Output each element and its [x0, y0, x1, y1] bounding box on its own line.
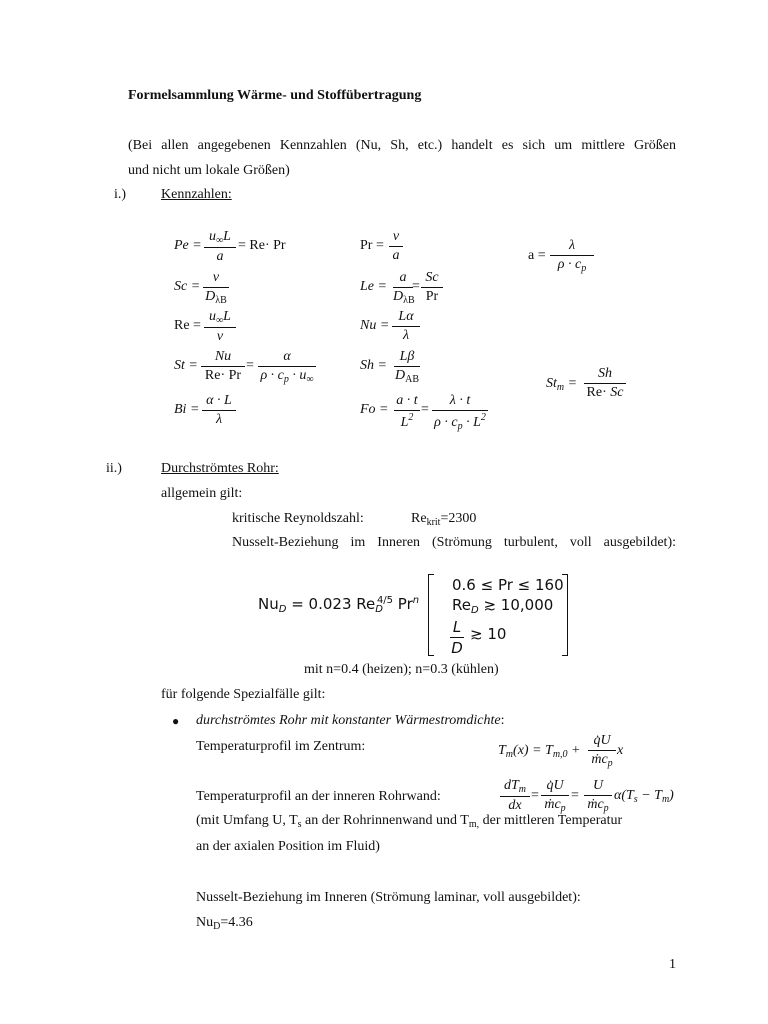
- nu-laminar-value: [196, 916, 253, 932]
- tm-formula-fraction: q̇U ṁc$_p$: [588, 733, 616, 769]
- condition-re: $Re_D$ ≳ 10,000: [452, 596, 554, 616]
- nu-lam-base: Nu: [196, 915, 214, 930]
- temp-zentrum-label: Temperaturprofil im Zentrum:: [196, 739, 366, 754]
- condition-ld-fraction: L D: [451, 618, 463, 657]
- formula-nu-fraction: Lα λ: [392, 309, 420, 344]
- intro-line-2: und nicht um lokale Größen): [128, 163, 290, 178]
- bracket-left: [428, 574, 434, 656]
- dtm-equals-1: =: [531, 788, 539, 803]
- formula-st-fraction-2: α $\rho \cdot c_p \cdot u_\infty$: [258, 349, 316, 385]
- formula-a-fraction: λ $\rho \cdot c_p$: [550, 238, 594, 274]
- formula-sh-fraction: Lβ $D_{AB}$: [394, 349, 420, 385]
- formula-pr-fraction: ν a: [389, 229, 403, 264]
- formula-nu-lhs: Nu =: [360, 318, 390, 333]
- umfang-sub-m: m,: [468, 819, 480, 830]
- formula-pe-rhs: = Re· Pr: [238, 238, 286, 253]
- formula-fo-fraction-1: a · t $L^2$: [394, 393, 420, 431]
- formula-stm-lhs: $St_m$ =: [546, 376, 578, 393]
- nu-lam-sub: D: [213, 921, 221, 932]
- dtm-fraction: $dT_m$ dx: [500, 778, 530, 814]
- formula-le-equals: =: [412, 279, 420, 294]
- formula-pe-lhs: Pe =: [174, 238, 202, 253]
- bullet-item: [196, 714, 505, 728]
- umfang-line-1: [196, 814, 622, 830]
- formula-pe-fraction: $u_\infty L$ a: [204, 229, 236, 265]
- bullet-item-text: durchströmtes Rohr mit konstanter Wärmestromdichte: [196, 713, 501, 728]
- formula-le-fraction-2: Sc Pr: [421, 270, 443, 305]
- dtm-equals-2: =: [571, 788, 579, 803]
- dtm-qu-fraction: q̇U ṁc$_p$: [541, 778, 569, 814]
- formula-re-lhs: Re =: [174, 318, 201, 333]
- intro-line-1: (Bei allen angegebenen Kennzahlen (Nu, Sh, etc.) handelt es sich um mittlere Größen: [128, 138, 676, 153]
- umfang-line-2: an der axialen Position im Fluid): [196, 839, 380, 854]
- tm-formula-lhs: $T_m(x) = T_{m,0}$ +: [498, 743, 581, 760]
- temp-wand-label: Temperaturprofil an der inneren Rohrwand:: [196, 789, 441, 804]
- formula-bi-lhs: Bi =: [174, 402, 200, 417]
- formula-bi-fraction: α · L λ: [202, 393, 236, 428]
- formula-fo-equals: =: [421, 402, 429, 417]
- nu-turbulent-formula: $Nu_D = 0.023$ $Re_D^{4/5}$ Pr$^n$: [258, 595, 420, 615]
- page-title: Formelsammlung Wärme- und Stoffübertragung: [128, 88, 422, 103]
- formula-le-fraction-1: a $D_{\lambda B}$: [393, 270, 415, 306]
- re-krit-base: Re: [411, 511, 427, 526]
- formula-sc-lhs: Sc =: [174, 279, 201, 294]
- formula-st-equals: =: [246, 358, 254, 373]
- bullet-dot: ●: [172, 714, 180, 728]
- umfang-part-c: der mittleren Temperatur: [479, 813, 623, 828]
- formula-re-fraction: $u_\infty L$ ν: [204, 309, 236, 345]
- umfang-part-b: an der Rohrinnenwand und T: [301, 813, 469, 828]
- formula-fo-lhs: Fo =: [360, 402, 389, 417]
- formula-st-fraction-1: Nu Re· Pr: [201, 349, 245, 384]
- section-2-number: ii.): [106, 461, 122, 476]
- formula-sc-fraction: ν $D_{\lambda B}$: [203, 270, 229, 306]
- dtm-alpha-term: $\alpha(T_s - T_m)$: [614, 788, 674, 805]
- formula-st-lhs: St =: [174, 358, 198, 373]
- tm-formula-x: x: [617, 743, 624, 758]
- nu-lam-val: =4.36: [220, 915, 253, 930]
- spezialfaelle-text: für folgende Spezialfälle gilt:: [161, 687, 326, 702]
- umfang-part-a: (mit Umfang U, T: [196, 813, 298, 828]
- allgemein-text: allgemein gilt:: [161, 486, 243, 501]
- umfang-sub-s: s: [297, 819, 302, 830]
- dtm-u-fraction: U ṁc$_p$: [584, 778, 612, 814]
- nusselt-turbulent-text: Nusselt-Beziehung im Inneren (Strömung turbulent, voll ausgebildet):: [232, 535, 676, 550]
- re-krit-value: =2300: [440, 511, 477, 526]
- formula-stm-fraction: Sh Re· Sc: [584, 366, 626, 401]
- bullet-colon: :: [500, 713, 505, 728]
- nusselt-laminar-text: Nusselt-Beziehung im Inneren (Strömung laminar, voll ausgebildet):: [196, 890, 581, 905]
- krit-label: kritische Reynoldszahl:: [232, 511, 364, 526]
- mit-line: mit n=0.4 (heizen); n=0.3 (kühlen): [304, 662, 499, 677]
- condition-pr: 0.6 ≤ Pr ≤ 160: [452, 576, 564, 594]
- section-1-title: Kennzahlen:: [161, 187, 232, 202]
- formula-fo-fraction-2: λ · t $\rho \cdot c_p \cdot L^2$: [432, 393, 488, 432]
- re-krit-sub: krit: [426, 517, 441, 528]
- formula-a-lhs: a =: [528, 248, 546, 263]
- formula-sh-lhs: Sh =: [360, 358, 387, 373]
- section-1-number: i.): [114, 187, 127, 202]
- re-krit: [411, 512, 476, 528]
- page-number: 1: [669, 957, 676, 972]
- condition-ld-value: ≳ 10: [470, 625, 507, 643]
- turbulent-validity-conditions: [428, 574, 568, 656]
- formula-le-lhs: Le =: [360, 279, 387, 294]
- formula-pr-lhs: Pr =: [360, 238, 384, 253]
- section-2-title: Durchströmtes Rohr:: [161, 461, 279, 476]
